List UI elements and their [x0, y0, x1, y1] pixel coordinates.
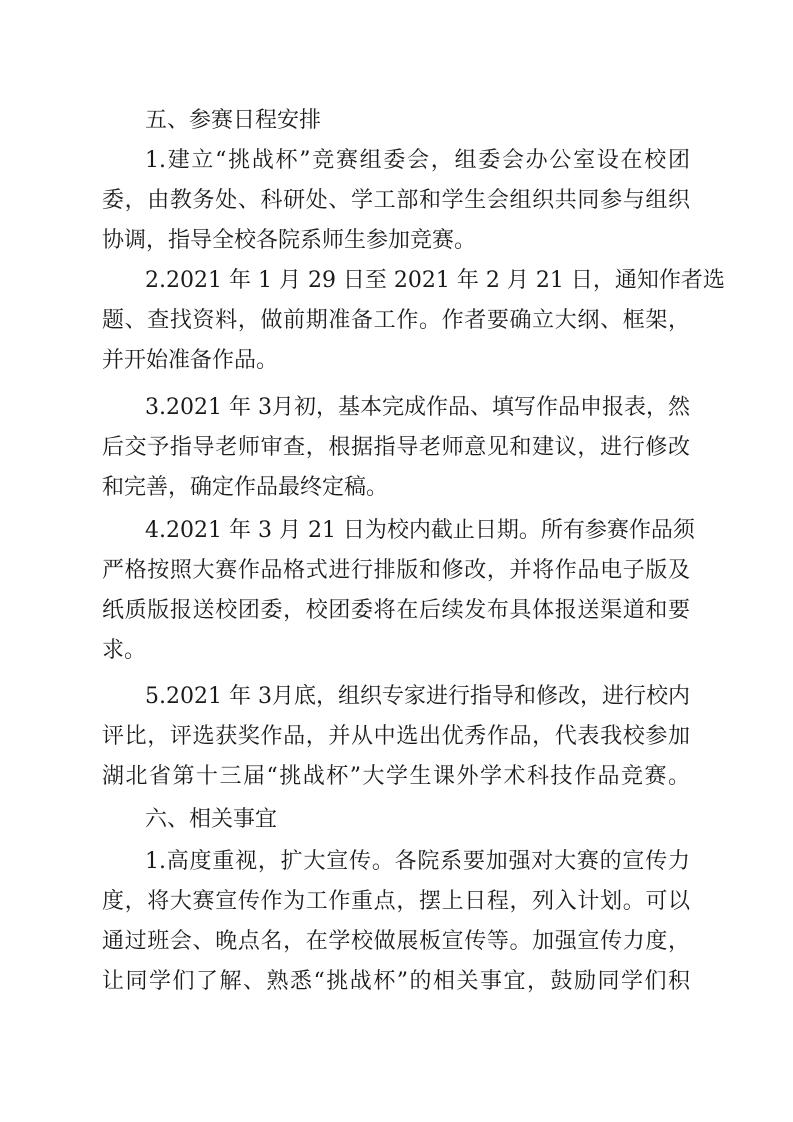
paragraph-line: 湖北省第十三届“挑战杯”大学生课外学术科技作品竞赛。 — [102, 764, 690, 789]
paragraph-line: 后交予指导老师审查，根据指导老师意见和建议，进行修改 — [102, 435, 690, 460]
section-heading: 六、相关事宜 — [145, 807, 278, 832]
paragraph-line: 并开始准备作品。 — [102, 348, 279, 373]
paragraph-line: 让同学们了解、熟悉“挑战杯”的相关事宜，鼓励同学们积 — [102, 969, 690, 994]
paragraph-line: 求。 — [102, 638, 147, 663]
paragraph-line: 度，将大赛宣传作为工作重点，摆上日程，列入计划。可以 — [102, 889, 690, 914]
paragraph-line: 1.高度重视，扩大宣传。各院系要加强对大赛的宣传力 — [145, 849, 690, 874]
paragraph-line: 通过班会、晚点名，在学校做展板宣传等。加强宣传力度， — [102, 929, 690, 954]
paragraph-line: 委，由教务处、科研处、学工部和学生会组织共同参与组织 — [102, 188, 690, 213]
paragraph-line: 评比，评选获奖作品，并从中选出优秀作品，代表我校参加 — [102, 724, 690, 749]
paragraph-line: 2.2021 年 1 月 29 日至 2021 年 2 月 21 日，通知作者选 — [145, 268, 725, 293]
paragraph-line: 纸质版报送校团委，校团委将在后续发布具体报送渠道和要 — [102, 598, 690, 623]
paragraph-line: 严格按照大赛作品格式进行排版和修改，并将作品电子版及 — [102, 558, 690, 583]
paragraph-line: 4.2021 年 3 月 21 日为校内截止日期。所有参赛作品须 — [145, 518, 695, 543]
paragraph-line: 1.建立“挑战杯”竞赛组委会，组委会办公室设在校团 — [145, 148, 690, 173]
paragraph-line: 题、查找资料，做前期准备工作。作者要确立大纲、框架， — [102, 308, 690, 333]
section-heading: 五、参赛日程安排 — [145, 108, 322, 133]
paragraph-line: 5.2021 年 3月底，组织专家进行指导和修改，进行校内 — [145, 684, 690, 709]
paragraph-line: 和完善，确定作品最终定稿。 — [102, 475, 389, 500]
paragraph-line: 3.2021 年 3月初，基本完成作品、填写作品申报表，然 — [145, 395, 690, 420]
paragraph-line: 协调，指导全校各院系师生参加竞赛。 — [102, 228, 477, 253]
